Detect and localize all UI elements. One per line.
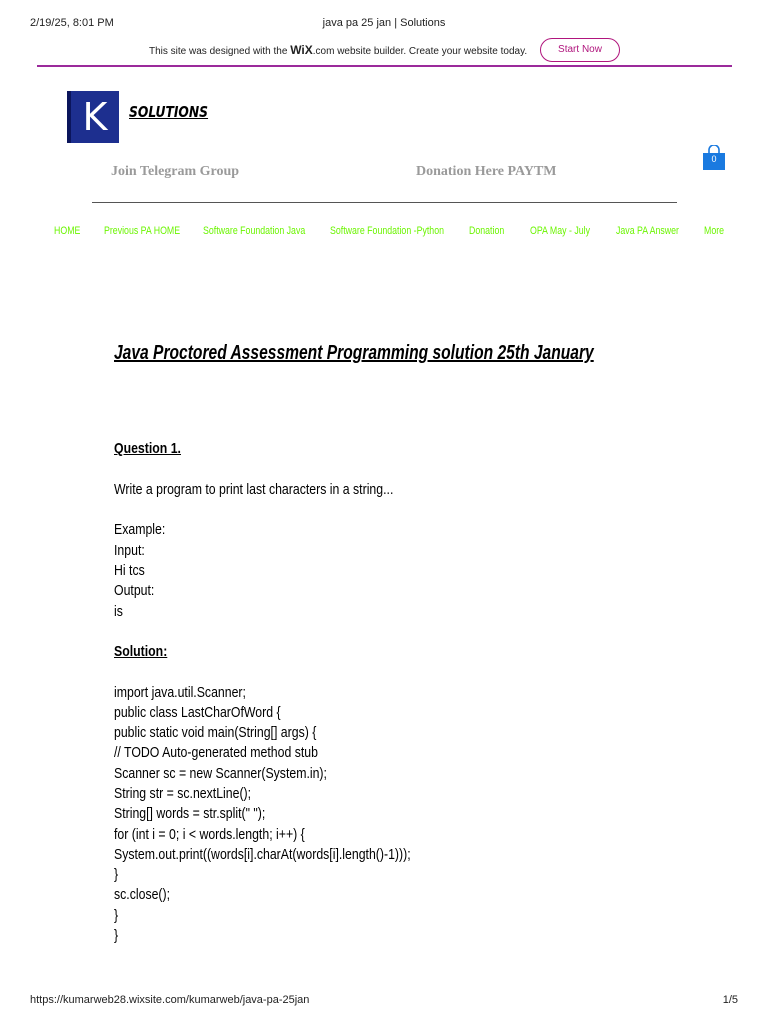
code-line: for (int i = 0; i < words.length; i++) { [114, 826, 305, 843]
nav-more[interactable]: More [704, 225, 725, 237]
article-title: Java Proctored Assessment Programming solution 25th January [114, 342, 594, 364]
print-date: 2/19/25, 8:01 PM [30, 17, 114, 29]
donation-paytm-link[interactable]: Donation Here PAYTM [416, 164, 557, 179]
solution-label: Solution: [114, 643, 168, 660]
code-line: String str = sc.nextLine(); [114, 785, 252, 802]
code-line: Scanner sc = new Scanner(System.in); [114, 765, 327, 782]
code-line: } [114, 927, 119, 944]
wix-banner-text: This site was designed with the WiX.com website builder. Create your website today. [149, 43, 528, 57]
site-logo[interactable] [67, 91, 119, 143]
wix-banner [0, 38, 768, 62]
nav-software-foundation-python[interactable]: Software Foundation -Python [330, 225, 444, 237]
output-value: is [114, 603, 123, 620]
input-value: Hi tcs [114, 562, 145, 579]
input-label: Input: [114, 542, 145, 559]
nav-donation[interactable]: Donation [469, 225, 505, 237]
print-url: https://kumarweb28.wixsite.com/kumarweb/java-pa-25jan [30, 994, 310, 1006]
nav-software-foundation-java[interactable]: Software Foundation Java [203, 225, 306, 237]
print-page-title: java pa 25 jan | Solutions [322, 17, 446, 29]
print-page-number: 1/5 [722, 994, 738, 1006]
nav-home[interactable]: HOME [54, 225, 81, 237]
example-label: Example: [114, 521, 166, 538]
banner-divider [37, 65, 732, 67]
join-telegram-link[interactable]: Join Telegram Group [111, 164, 240, 179]
code-line: } [114, 866, 119, 883]
output-label: Output: [114, 582, 155, 599]
question-text: Write a program to print last characters in a string... [114, 481, 394, 498]
code-line: System.out.print((words[i].charAt(words[i].length()-1))); [114, 846, 411, 863]
cart-button[interactable] [702, 145, 726, 171]
cart-count: 0 [711, 154, 717, 164]
site-name[interactable]: SOLUTIONS [129, 103, 209, 121]
code-line: sc.close(); [114, 886, 171, 903]
code-line: import java.util.Scanner; [114, 684, 246, 701]
question-heading: Question 1. [114, 440, 181, 457]
wix-logo: WiX [290, 43, 313, 57]
logo-letter: K [82, 95, 108, 139]
code-line: String[] words = str.split(" "); [114, 805, 266, 822]
header-divider [92, 202, 677, 203]
nav-previous-pa-home[interactable]: Previous PA HOME [104, 225, 181, 237]
nav-opa-may-july[interactable]: OPA May - July [530, 225, 590, 237]
code-line: public static void main(String[] args) { [114, 724, 317, 741]
code-line: } [114, 907, 119, 924]
nav-java-pa-answer[interactable]: Java PA Answer [616, 225, 679, 237]
code-line: public class LastCharOfWord { [114, 704, 281, 721]
code-line: // TODO Auto-generated method stub [114, 744, 318, 761]
start-now-button[interactable]: Start Now [540, 38, 620, 62]
